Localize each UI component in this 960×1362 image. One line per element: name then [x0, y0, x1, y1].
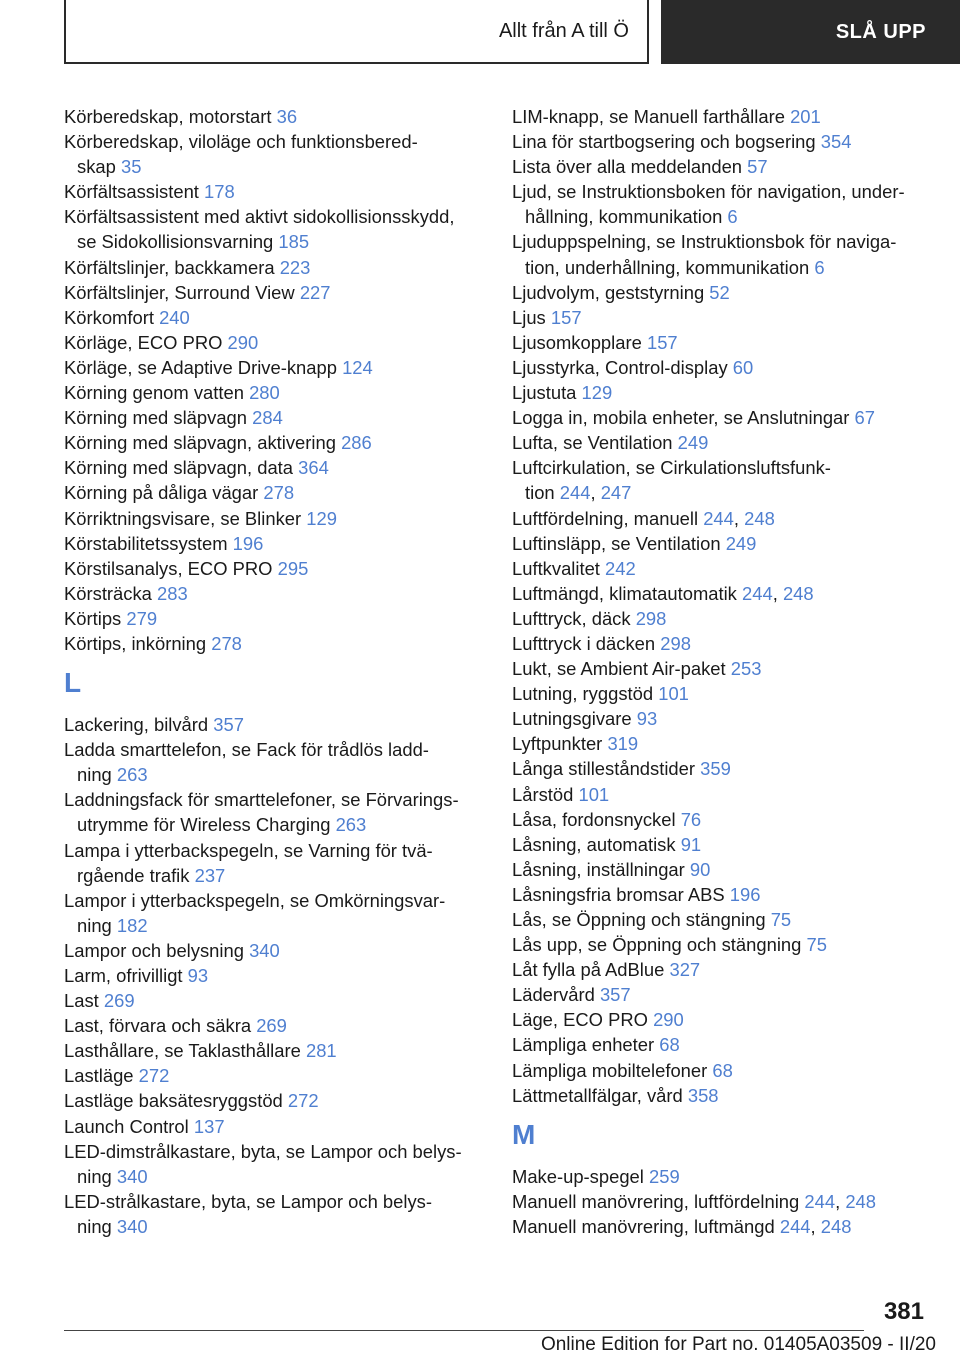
- entry-text: Last: [64, 990, 99, 1012]
- entry-text: Körkomfort: [64, 306, 154, 328]
- entry-text: Körning med släpvagn, data: [64, 457, 294, 479]
- entry-text: Lyftpunkter: [512, 733, 603, 755]
- entry-text: Lås, se Öppning och stängning: [512, 909, 766, 930]
- index-entry: [64, 712, 484, 737]
- entry-text: Låsning, inställningar: [512, 858, 685, 880]
- entry-text: ning: [77, 1215, 112, 1237]
- index-entry: [512, 154, 952, 179]
- entry-text: Körfältslinjer, backkamera: [64, 256, 275, 278]
- page-link[interactable]: 75: [806, 934, 827, 956]
- entry-text: Körstilsanalys, ECO PRO: [64, 557, 273, 579]
- page-link[interactable]: 280: [249, 382, 280, 404]
- index-entry: [64, 455, 484, 480]
- entry-text: Läge, ECO PRO: [512, 1009, 648, 1031]
- index-entry: [512, 907, 952, 932]
- footer-divider: [64, 1330, 864, 1331]
- entry-text: LIM-knapp, se Manuell farthållare: [512, 106, 785, 127]
- page-link[interactable]: 60: [732, 356, 754, 378]
- index-entry: [64, 104, 484, 129]
- index-entry: [512, 731, 952, 756]
- index-entry: [64, 129, 484, 179]
- section-letter: M: [512, 1118, 536, 1150]
- page-link[interactable]: 269: [103, 990, 135, 1012]
- entry-text: Lackering, bilvård: [64, 714, 209, 736]
- index-entry: [512, 179, 952, 229]
- page-link[interactable]: 101: [658, 683, 689, 705]
- page-link[interactable]: 249: [725, 532, 757, 554]
- entry-text: se Sidokollisionsvarning: [77, 231, 274, 253]
- index-entry: [64, 305, 484, 330]
- index-entry: [64, 1139, 484, 1189]
- page-link[interactable]: 281: [305, 1040, 337, 1062]
- index-entry: [64, 1038, 484, 1063]
- index-entry: [512, 1164, 952, 1189]
- index-entry: [512, 405, 952, 430]
- entry-text: Körning genom vatten: [64, 382, 244, 404]
- page-link[interactable]: 185: [278, 231, 310, 253]
- entry-text: Manuell manövrering, luftmängd: [512, 1215, 775, 1237]
- entry-text: Launch Control: [64, 1115, 189, 1137]
- footer-edition-text: Online Edition for Part no. 01405A03509 - II/20: [540, 1334, 936, 1355]
- index-entry: [64, 280, 484, 305]
- index-entry: [64, 204, 484, 254]
- entry-text: Lufttryck, däck: [512, 607, 631, 629]
- index-entry: [512, 380, 952, 405]
- page-link[interactable]: 227: [299, 281, 331, 303]
- index-entry: [64, 179, 484, 204]
- index-entry: [64, 988, 484, 1013]
- index-entry: [64, 581, 484, 606]
- page-link[interactable]: 76: [680, 808, 702, 830]
- entry-text: Lampor i ytterbackspegeln, se Omkörningsvar-: [64, 889, 446, 911]
- index-entry: Luftmängd, klimatautomatik 244, 248: [512, 582, 814, 604]
- page-link[interactable]: 340: [249, 939, 280, 961]
- index-entry: [64, 963, 484, 988]
- index-entry: [64, 430, 484, 455]
- index-entry: [64, 1013, 484, 1038]
- page-link[interactable]: 196: [729, 883, 761, 905]
- index-entry: [64, 838, 484, 888]
- entry-text: skap: [77, 156, 116, 178]
- page-link[interactable]: 278: [263, 482, 295, 504]
- index-entry: [512, 631, 952, 656]
- entry-text: LED-strålkastare, byta, se Lampor och belys-: [64, 1190, 432, 1212]
- page-link[interactable]: 340: [116, 1215, 148, 1237]
- page-link[interactable]: 137: [193, 1115, 225, 1137]
- entry-text: Make-up-spegel: [512, 1165, 644, 1187]
- page-link[interactable]: 35: [120, 156, 142, 178]
- entry-text: Lampor och belysning: [64, 939, 244, 961]
- entry-text: Luftinsläpp, se Ventilation: [512, 532, 721, 554]
- page-link[interactable]: 178: [204, 181, 235, 203]
- page-link[interactable]: 196: [232, 532, 264, 554]
- page-link[interactable]: 93: [636, 708, 658, 730]
- index-entry: [64, 938, 484, 963]
- page-link[interactable]: 248: [782, 582, 814, 604]
- page-link[interactable]: 75: [770, 909, 792, 930]
- index-entry: [512, 857, 952, 882]
- entry-text: ning: [77, 1165, 112, 1187]
- index-entry: Manuell manövrering, luftmängd 244, 248: [512, 1215, 852, 1237]
- page-link[interactable]: 244: [804, 1190, 836, 1212]
- entry-text: Lättmetallfälgar, vård: [512, 1084, 683, 1106]
- index-entry: [512, 706, 952, 731]
- index-entry: [64, 631, 484, 656]
- page-link[interactable]: 279: [126, 607, 158, 629]
- page-link[interactable]: 52: [709, 281, 730, 303]
- entry-text: Lårstöd: [512, 783, 574, 805]
- header-tab-a-to-o[interactable]: [64, 0, 649, 64]
- page-link[interactable]: 327: [669, 959, 701, 981]
- entry-text: Körstabilitetssystem: [64, 532, 228, 554]
- entry-text: Ljudvolym, geststyrning: [512, 281, 705, 303]
- entry-text: Lufta, se Ventilation: [512, 432, 673, 454]
- index-entry: [512, 531, 952, 556]
- entry-text: hållning, kommunikation: [525, 206, 723, 228]
- entry-text: Luftfördelning, manuell: [512, 507, 699, 529]
- page-link[interactable]: 129: [581, 382, 613, 404]
- entry-text: Körberedskap, viloläge och funktionsbered-: [64, 131, 418, 153]
- page-link[interactable]: 91: [680, 833, 702, 855]
- index-entry: [64, 787, 484, 837]
- entry-text: Körsträcka: [64, 582, 152, 604]
- index-entry: [512, 129, 952, 154]
- entry-text: Luftkvalitet: [512, 557, 600, 579]
- entry-text: Lina för startbogsering och bogsering: [512, 131, 816, 153]
- index-entry: Luftcirkulation, se Cirkulationsluftsfunk- tion 244, 247: [512, 457, 831, 504]
- page-link[interactable]: 272: [138, 1065, 170, 1087]
- entry-text: Luftcirkulation, se Cirkulationsluftsfunk-: [512, 457, 831, 479]
- entry-text: Logga in, mobila enheter, se Anslutningar: [512, 407, 850, 429]
- entry-text: Körfältslinjer, Surround View: [64, 281, 295, 303]
- page-link[interactable]: 237: [194, 864, 226, 886]
- index-entry: [64, 380, 484, 405]
- page-link[interactable]: 90: [689, 858, 711, 880]
- page-link[interactable]: 242: [605, 557, 636, 579]
- index-entry: [64, 606, 484, 631]
- entry-text: Låsning, automatisk: [512, 833, 676, 855]
- page-link[interactable]: 157: [646, 331, 678, 353]
- page-link[interactable]: 259: [649, 1165, 680, 1187]
- page-link[interactable]: 6: [727, 206, 738, 228]
- index-entry: [512, 656, 952, 681]
- page-link[interactable]: 248: [820, 1215, 852, 1237]
- page-link[interactable]: 124: [342, 356, 373, 378]
- entry-text: Körfältsassistent med aktivt sidokollisionsskydd,: [64, 206, 455, 228]
- page-link[interactable]: 269: [256, 1015, 287, 1037]
- page-link[interactable]: 272: [287, 1090, 319, 1112]
- page-link[interactable]: 68: [659, 1034, 680, 1056]
- index-entry: [512, 1007, 952, 1032]
- page-link[interactable]: 93: [187, 965, 209, 986]
- page-link[interactable]: 247: [600, 482, 632, 504]
- index-entry: [512, 756, 952, 781]
- page-link[interactable]: 263: [116, 764, 148, 786]
- index-entry: [64, 737, 484, 787]
- entry-text: Ljustuta: [512, 382, 577, 404]
- page-link[interactable]: 319: [607, 733, 639, 755]
- page-link[interactable]: 253: [730, 658, 762, 680]
- entry-text: Ljus: [512, 306, 546, 328]
- entry-text: Ljud, se Instruktionsboken för navigation, under-: [512, 181, 905, 203]
- entry-text: Lutningsgivare: [512, 708, 632, 730]
- page-link[interactable]: 290: [227, 331, 259, 353]
- index-entry: [512, 681, 952, 706]
- page-link[interactable]: 286: [341, 432, 372, 454]
- page-link[interactable]: 182: [116, 914, 148, 936]
- entry-text: Körberedskap, motorstart: [64, 106, 272, 127]
- index-entry: [512, 807, 952, 832]
- page-link[interactable]: 290: [653, 1009, 684, 1031]
- index-entry: [64, 888, 484, 938]
- page-link[interactable]: 36: [276, 106, 298, 127]
- entry-text: Körläge, ECO PRO: [64, 331, 223, 353]
- entry-text: Luftmängd, klimatautomatik: [512, 582, 737, 604]
- entry-text: utrymme för Wireless Charging: [77, 814, 331, 836]
- index-entry: [64, 556, 484, 581]
- page-link[interactable]: 249: [677, 432, 709, 454]
- page-link[interactable]: 6: [814, 256, 825, 278]
- entry-text: tion, underhållning, kommunikation: [525, 256, 810, 278]
- page-link[interactable]: 201: [790, 106, 821, 127]
- page-link[interactable]: 244: [559, 482, 591, 504]
- index-entry: [64, 1189, 484, 1239]
- entry-text: Laddningsfack för smarttelefoner, se Förvarings-: [64, 789, 459, 811]
- page-link[interactable]: 359: [700, 758, 731, 780]
- index-entry: [64, 1114, 484, 1139]
- page-link[interactable]: 298: [635, 607, 667, 629]
- index-entry: [512, 556, 952, 581]
- entry-text: Ljusstyrka, Control-display: [512, 356, 728, 378]
- index-entry: [512, 782, 952, 807]
- index-entry: [512, 229, 952, 279]
- entry-text: Ladda smarttelefon, se Fack för trådlös ladd-: [64, 739, 429, 761]
- index-column-left: [64, 104, 484, 1239]
- entry-text: Lastläge baksätesryggstöd: [64, 1090, 283, 1112]
- entry-text: Manuell manövrering, luftfördelning: [512, 1190, 800, 1212]
- index-entry: [512, 355, 952, 380]
- entry-text: Larm, ofrivilligt: [64, 965, 183, 986]
- index-entry: [64, 531, 484, 556]
- entry-text: Körning med släpvagn, aktivering: [64, 432, 336, 454]
- page-link[interactable]: 364: [298, 457, 329, 479]
- page-link[interactable]: 244: [779, 1215, 811, 1237]
- index-entry: [512, 832, 952, 857]
- page-link[interactable]: 157: [550, 306, 582, 328]
- entry-text: Lutning, ryggstöd: [512, 683, 654, 705]
- header-title: Allt från A till Ö: [498, 19, 629, 42]
- entry-text: Lädervård: [512, 984, 595, 1006]
- entry-text: Lås upp, se Öppning och stängning: [512, 934, 802, 956]
- entry-text: Lukt, se Ambient Air-paket: [512, 658, 726, 680]
- index-entry: [64, 1063, 484, 1088]
- index-entry: [512, 330, 952, 355]
- page-link[interactable]: 298: [660, 632, 691, 654]
- index-entry: [512, 430, 952, 455]
- page-link[interactable]: 354: [820, 131, 852, 153]
- entry-text: Körning med släpvagn: [64, 407, 247, 429]
- entry-text: Långa stilleståndstider: [512, 758, 695, 780]
- entry-text: tion: [525, 482, 555, 504]
- page-link[interactable]: 244: [703, 507, 734, 529]
- page-link[interactable]: 295: [277, 557, 309, 579]
- entry-text: Ljusomkopplare: [512, 331, 642, 353]
- index-entry: [512, 305, 952, 330]
- index-entry: [512, 606, 952, 631]
- entry-text: Lampa i ytterbackspegeln, se Varning för tvä-: [64, 839, 433, 861]
- index-entry: [64, 1088, 484, 1113]
- page-link[interactable]: 129: [306, 507, 337, 529]
- page-link[interactable]: 357: [599, 984, 631, 1006]
- entry-text: Lämpliga enheter: [512, 1034, 655, 1056]
- page-link[interactable]: 248: [845, 1190, 876, 1212]
- entry-text: Lämpliga mobiltelefoner: [512, 1059, 708, 1081]
- index-entry: [64, 506, 484, 531]
- entry-text: Låsningsfria bromsar ABS: [512, 883, 725, 905]
- entry-text: Ljuduppspelning, se Instruktionsbok för naviga-: [512, 231, 897, 253]
- page-link[interactable]: 358: [687, 1084, 719, 1106]
- index-entry: [64, 255, 484, 280]
- index-entry: Luftfördelning, manuell 244, 248: [512, 507, 775, 529]
- index-entry: [64, 330, 484, 355]
- page-link[interactable]: 357: [213, 714, 244, 736]
- page-link[interactable]: 67: [854, 407, 875, 429]
- entry-text: Lasthållare, se Taklasthållare: [64, 1040, 301, 1062]
- entry-text: Körläge, se Adaptive Drive-knapp: [64, 356, 337, 378]
- index-entry: Manuell manövrering, luftfördelning 244, 248: [512, 1190, 876, 1212]
- entry-text: Körfältsassistent: [64, 181, 199, 203]
- index-entry: [512, 280, 952, 305]
- page-link[interactable]: 340: [116, 1165, 148, 1187]
- page-link[interactable]: 223: [279, 256, 311, 278]
- entry-text: Låt fylla på AdBlue: [512, 959, 665, 981]
- index-entry: [64, 405, 484, 430]
- entry-text: Körtips, inkörning: [64, 632, 207, 654]
- page-link[interactable]: 283: [157, 582, 188, 604]
- entry-text: Lufttryck i däcken: [512, 632, 656, 654]
- entry-text: ning: [77, 764, 112, 786]
- page-link[interactable]: 278: [211, 632, 242, 654]
- entry-text: LED-dimstrålkastare, byta, se Lampor och belys-: [64, 1140, 462, 1162]
- page-link[interactable]: 57: [747, 156, 768, 178]
- entry-text: ning: [77, 914, 112, 936]
- page-link[interactable]: 244: [742, 582, 773, 604]
- entry-text: Last, förvara och säkra: [64, 1015, 252, 1037]
- page-number: 381: [883, 1298, 924, 1325]
- entry-text: Låsa, fordonsnyckel: [512, 808, 676, 830]
- entry-text: Körtips: [64, 607, 122, 629]
- index-entry: [512, 932, 952, 957]
- lookup-button[interactable]: [661, 0, 960, 64]
- entry-text: Lastläge: [64, 1065, 134, 1087]
- index-entry: [512, 957, 952, 982]
- entry-text: Körning på dåliga vägar: [64, 482, 259, 504]
- entry-text: rgående trafik: [77, 864, 190, 886]
- index-entry: [512, 104, 952, 129]
- index-entry: [512, 1032, 952, 1057]
- page-link[interactable]: 248: [744, 507, 775, 529]
- index-entry: [512, 1058, 952, 1083]
- index-entry: [512, 882, 952, 907]
- lookup-button-label: SLÅ UPP: [835, 20, 926, 43]
- page-link[interactable]: 263: [335, 814, 367, 836]
- index-entry: [64, 480, 484, 505]
- page-link[interactable]: 284: [252, 407, 283, 429]
- index-column-right: [512, 104, 952, 1239]
- index-entry: [512, 1083, 952, 1108]
- page-link[interactable]: 101: [578, 783, 610, 805]
- entry-text: Lista över alla meddelanden: [512, 156, 743, 178]
- index-entry: [512, 982, 952, 1007]
- page-link[interactable]: 240: [159, 306, 190, 328]
- page-link[interactable]: 68: [712, 1059, 733, 1081]
- section-letter: L: [64, 667, 82, 699]
- index-entry: [64, 355, 484, 380]
- entry-text: Körriktningsvisare, se Blinker: [64, 507, 302, 529]
